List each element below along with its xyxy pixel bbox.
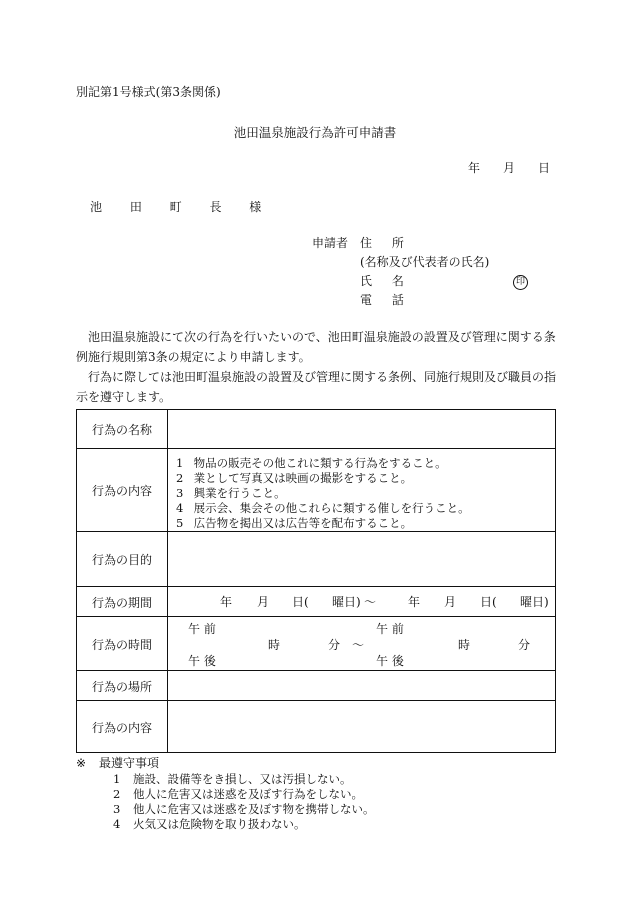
seal-mark <box>513 274 528 290</box>
time-end-minute: 分 <box>518 638 531 652</box>
address-label: 住 所 <box>360 236 412 250</box>
content-item: 4 展示会、集会その他これらに類する催しを行うこと。 <box>176 501 470 515</box>
time-tilde: 〜 <box>352 638 365 652</box>
note-item: 3 他人に危害又は迷惑を及ぼす物を携帯しない。 <box>113 802 375 816</box>
date-year-label: 年 <box>468 161 481 175</box>
period-tilde: 〜 <box>364 595 377 609</box>
note-item: 1 施設、設備等をき損し、又は汚損しない。 <box>113 772 352 786</box>
content-item: 3 興業を行うこと。 <box>176 486 286 500</box>
notes-mark: ※ <box>76 756 87 770</box>
row-name-value[interactable] <box>167 410 555 448</box>
row-time-label: 行為の時間 <box>91 637 152 652</box>
row-content-2-label: 行為の内容 <box>91 720 152 735</box>
period-start-weekday: 曜日) <box>332 595 361 609</box>
content-item: 5 広告物を掲出又は広告等を配布すること。 <box>176 516 413 530</box>
row-content-2-value[interactable] <box>167 701 555 753</box>
note-item: 2 他人に危害又は迷惑を及ぼす行為をしない。 <box>113 787 363 801</box>
applicant-label: 申請者 <box>312 236 349 250</box>
content-item: 2 業として写真又は映画の撮影をすること。 <box>176 471 413 485</box>
row-content-2 <box>77 700 555 753</box>
row-content-label: 行為の内容 <box>91 484 152 498</box>
date-day-label: 日 <box>538 161 551 175</box>
application-table <box>76 409 556 753</box>
phone-label: 電 話 <box>360 293 412 307</box>
time-end-am: 午 前 <box>376 622 404 636</box>
form-title: 池田温泉施設行為許可申請書 <box>233 125 397 140</box>
row-time-value[interactable] <box>167 617 555 671</box>
period-end-day: 日( <box>480 595 497 609</box>
period-start-year: 年 <box>220 595 233 609</box>
row-place <box>77 670 555 701</box>
row-place-value[interactable] <box>167 671 555 701</box>
row-place-label: 行為の場所 <box>91 679 152 694</box>
org-note: (名称及び代表者の氏名) <box>360 255 490 269</box>
date-month-label: 月 <box>503 161 516 175</box>
content-item: 1 物品の販売その他これに類する行為をすること。 <box>176 456 447 470</box>
notes-heading: 最遵守事項 <box>99 756 160 770</box>
row-time <box>77 616 555 671</box>
row-period-label: 行為の期間 <box>91 595 152 610</box>
time-end-hour: 時 <box>458 638 471 652</box>
row-name <box>77 410 555 448</box>
time-start-pm: 午 後 <box>188 654 216 668</box>
addressee: 池 田 町 長 様 <box>90 200 274 214</box>
time-start-minute: 分 <box>328 638 341 652</box>
row-content-value <box>167 449 555 532</box>
row-period <box>77 586 555 617</box>
row-purpose-value[interactable] <box>167 532 555 587</box>
row-purpose <box>77 531 555 587</box>
row-name-label: 行為の名称 <box>91 422 152 437</box>
body-paragraph-2: 行為に際しては池田町温泉施設の設置及び管理に関する条例、同施行規則及び職員の指示を遵守します。 <box>76 370 557 404</box>
row-period-value[interactable] <box>167 587 555 617</box>
row-content <box>77 448 555 532</box>
period-start-day: 日( <box>292 595 309 609</box>
time-end-pm: 午 後 <box>376 654 404 668</box>
period-end-month: 月 <box>444 595 457 609</box>
period-start-month: 月 <box>257 595 270 609</box>
form-number: 別記第1号様式(第3条関係) <box>76 85 221 99</box>
time-start-am: 午 前 <box>188 622 216 636</box>
period-end-year: 年 <box>408 595 421 609</box>
period-end-weekday: 曜日) <box>520 595 549 609</box>
body-paragraph-1: 池田温泉施設にて次の行為を行いたいので、池田町温泉施設の設置及び管理に関する条例施行規則第3条の規定により申請します。 <box>76 330 556 364</box>
note-item: 4 火気又は危険物を取り扱わない。 <box>113 817 306 831</box>
time-start-hour: 時 <box>268 638 281 652</box>
name-label: 氏 名 <box>360 274 412 288</box>
row-purpose-label: 行為の目的 <box>91 553 152 567</box>
seal-icon: 印 <box>513 275 528 290</box>
